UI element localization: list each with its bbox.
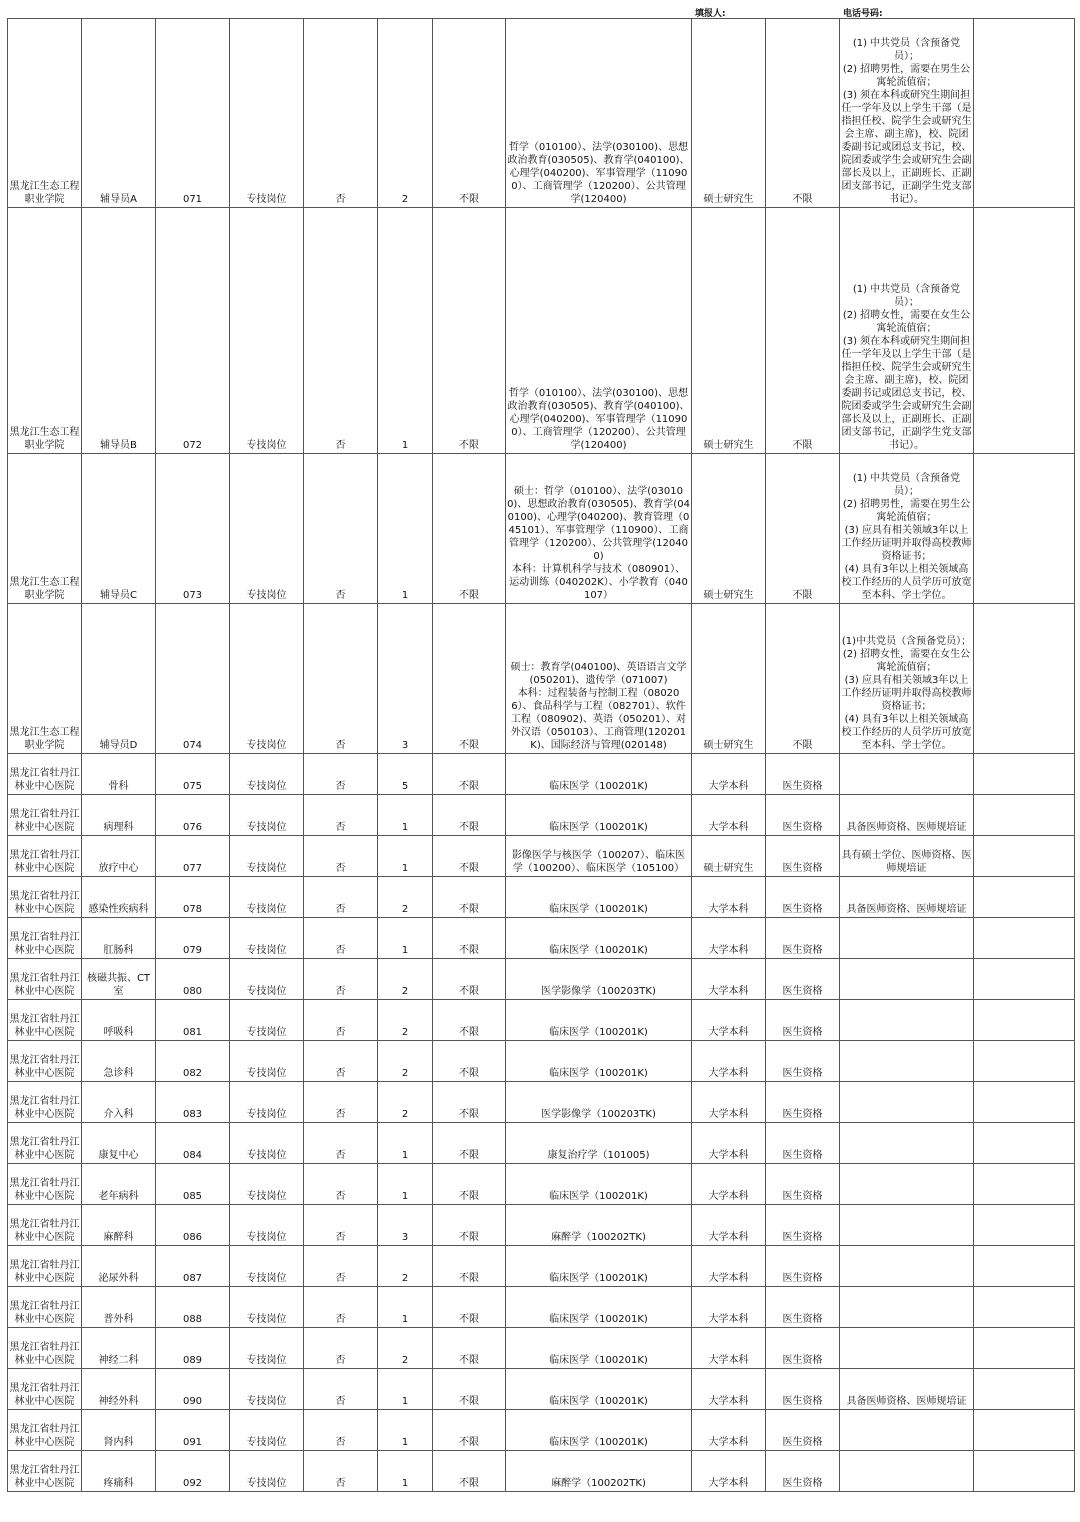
cell-flag: 否	[304, 1369, 378, 1410]
cell-flag: 否	[304, 1451, 378, 1492]
cell-empty	[974, 754, 1075, 795]
table-row	[8, 795, 1075, 836]
cell-cert: 不限	[766, 19, 840, 208]
cell-major: 临床医学（100201K)	[506, 1041, 692, 1082]
cell-major: 临床医学（100201K)	[506, 1328, 692, 1369]
cell-edu: 大学本科	[692, 1246, 766, 1287]
cell-unit: 黑龙江省牡丹江林业中心医院	[8, 795, 82, 836]
cell-edu: 硕士研究生	[692, 208, 766, 454]
cell-remark: (1)中共党员（含预备党员）； (2) 招聘女性，需要在女生公寓轮流值宿； (3) 应具有相关领域3年以上工作经历证明并取得高校教师资格证书； (4) 具有3年以上相关领域高校工作经历的人员学历可放宽至本科、学士学位。	[840, 604, 974, 754]
cell-flag: 否	[304, 1287, 378, 1328]
cell-cert: 医生资格	[766, 918, 840, 959]
table-row	[8, 1410, 1075, 1451]
cell-post: 介入科	[82, 1082, 156, 1123]
table-row	[8, 959, 1075, 1000]
cell-code: 081	[156, 1000, 230, 1041]
cell-count: 2	[378, 1082, 433, 1123]
cell-code: 079	[156, 918, 230, 959]
cell-remark	[840, 1082, 974, 1123]
table-row	[8, 1287, 1075, 1328]
table-row	[8, 1369, 1075, 1410]
cell-cert: 医生资格	[766, 1123, 840, 1164]
cell-post: 麻醉科	[82, 1205, 156, 1246]
cell-post: 普外科	[82, 1287, 156, 1328]
cell-type: 专技岗位	[230, 836, 304, 877]
cell-empty	[974, 1246, 1075, 1287]
cell-empty	[974, 1205, 1075, 1246]
cell-limit: 不限	[433, 1451, 506, 1492]
table-row	[8, 1000, 1075, 1041]
table-row	[8, 1123, 1075, 1164]
cell-limit: 不限	[433, 1205, 506, 1246]
cell-code: 087	[156, 1246, 230, 1287]
cell-major: 临床医学（100201K)	[506, 754, 692, 795]
cell-post: 康复中心	[82, 1123, 156, 1164]
cell-cert: 医生资格	[766, 1082, 840, 1123]
cell-remark: 具有硕士学位、医师资格、医师规培证	[840, 836, 974, 877]
cell-cert: 医生资格	[766, 1041, 840, 1082]
cell-edu: 硕士研究生	[692, 19, 766, 208]
cell-count: 2	[378, 877, 433, 918]
cell-remark	[840, 754, 974, 795]
cell-empty	[974, 836, 1075, 877]
cell-edu: 硕士研究生	[692, 836, 766, 877]
cell-limit: 不限	[433, 1123, 506, 1164]
cell-remark: (1) 中共党员（含预备党员）； (2) 招聘女性，需要在女生公寓轮流值宿； (3) 须在本科或研究生期间担任一学年及以上学生干部（是指担任校、院学生会或研究生会主席、副主席)，校、院团委副书记或团总支书记，校、院团委或学生会或研究生会副部长及以上，正副班长、正副团支部书记，正副学生党支部书记）。	[840, 208, 974, 454]
cell-unit: 黑龙江省牡丹江林业中心医院	[8, 1328, 82, 1369]
cell-code: 080	[156, 959, 230, 1000]
cell-remark	[840, 1000, 974, 1041]
cell-cert: 医生资格	[766, 877, 840, 918]
cell-count: 5	[378, 754, 433, 795]
cell-count: 1	[378, 836, 433, 877]
cell-code: 092	[156, 1451, 230, 1492]
cell-code: 089	[156, 1328, 230, 1369]
cell-count: 1	[378, 1164, 433, 1205]
cell-type: 专技岗位	[230, 1328, 304, 1369]
cell-edu: 大学本科	[692, 795, 766, 836]
cell-remark	[840, 1328, 974, 1369]
cell-remark: 具备医师资格、医师规培证	[840, 877, 974, 918]
cell-type: 专技岗位	[230, 1123, 304, 1164]
cell-limit: 不限	[433, 877, 506, 918]
cell-code: 086	[156, 1205, 230, 1246]
cell-unit: 黑龙江省牡丹江林业中心医院	[8, 877, 82, 918]
cell-empty	[974, 19, 1075, 208]
cell-type: 专技岗位	[230, 1164, 304, 1205]
cell-major: 麻醉学（100202TK)	[506, 1205, 692, 1246]
cell-unit: 黑龙江省牡丹江林业中心医院	[8, 1205, 82, 1246]
table-row	[8, 836, 1075, 877]
cell-cert: 医生资格	[766, 1164, 840, 1205]
cell-count: 1	[378, 1410, 433, 1451]
cell-unit: 黑龙江省牡丹江林业中心医院	[8, 754, 82, 795]
cell-empty	[974, 795, 1075, 836]
cell-count: 2	[378, 1246, 433, 1287]
cell-limit: 不限	[433, 19, 506, 208]
cell-major: 临床医学（100201K)	[506, 1369, 692, 1410]
table-row	[8, 754, 1075, 795]
cell-limit: 不限	[433, 1000, 506, 1041]
cell-cert: 医生资格	[766, 836, 840, 877]
cell-limit: 不限	[433, 454, 506, 604]
cell-type: 专技岗位	[230, 959, 304, 1000]
cell-limit: 不限	[433, 959, 506, 1000]
cell-count: 1	[378, 454, 433, 604]
table-row	[8, 19, 1075, 208]
cell-cert: 医生资格	[766, 754, 840, 795]
table-row	[8, 454, 1075, 604]
cell-type: 专技岗位	[230, 208, 304, 454]
cell-count: 3	[378, 1205, 433, 1246]
cell-post: 神经二科	[82, 1328, 156, 1369]
cell-empty	[974, 1369, 1075, 1410]
cell-code: 072	[156, 208, 230, 454]
cell-unit: 黑龙江生态工程职业学院	[8, 454, 82, 604]
cell-limit: 不限	[433, 1328, 506, 1369]
cell-cert: 不限	[766, 604, 840, 754]
cell-flag: 否	[304, 1123, 378, 1164]
cell-type: 专技岗位	[230, 1246, 304, 1287]
cell-flag: 否	[304, 19, 378, 208]
cell-flag: 否	[304, 1164, 378, 1205]
table-row	[8, 1246, 1075, 1287]
cell-remark	[840, 1246, 974, 1287]
cell-limit: 不限	[433, 1164, 506, 1205]
cell-post: 急诊科	[82, 1041, 156, 1082]
cell-remark	[840, 1410, 974, 1451]
cell-edu: 大学本科	[692, 1123, 766, 1164]
cell-cert: 医生资格	[766, 959, 840, 1000]
cell-code: 078	[156, 877, 230, 918]
cell-edu: 大学本科	[692, 1287, 766, 1328]
cell-unit: 黑龙江生态工程职业学院	[8, 19, 82, 208]
cell-cert: 医生资格	[766, 1451, 840, 1492]
cell-post: 呼吸科	[82, 1000, 156, 1041]
table-row	[8, 877, 1075, 918]
cell-cert: 医生资格	[766, 1246, 840, 1287]
cell-code: 082	[156, 1041, 230, 1082]
cell-edu: 硕士研究生	[692, 454, 766, 604]
cell-remark	[840, 1041, 974, 1082]
cell-code: 083	[156, 1082, 230, 1123]
table-row	[8, 208, 1075, 454]
cell-code: 071	[156, 19, 230, 208]
cell-empty	[974, 1451, 1075, 1492]
cell-major: 硕士：哲学（010100）、法学(030100)、思想政治教育(030505)、教育学(040100)、心理学(040200)、教育管理（045101）、军事管理学（110900）、工商管理学（120200）、公共管理学(120400) 本科：计算机科学与技术（080901）、运动训练（040202K）、小学教育（040107）	[506, 454, 692, 604]
cell-major: 哲学（010100）、法学(030100)、思想政治教育(030505)、教育学(040100)、心理学(040200)、军事管理学（110900）、工商管理学（120200）、公共管理学(120400)	[506, 19, 692, 208]
cell-empty	[974, 959, 1075, 1000]
cell-edu: 大学本科	[692, 918, 766, 959]
cell-major: 康复治疗学（101005)	[506, 1123, 692, 1164]
cell-flag: 否	[304, 1328, 378, 1369]
cell-cert: 不限	[766, 454, 840, 604]
cell-cert: 医生资格	[766, 1000, 840, 1041]
cell-limit: 不限	[433, 1369, 506, 1410]
cell-flag: 否	[304, 959, 378, 1000]
cell-unit: 黑龙江省牡丹江林业中心医院	[8, 1410, 82, 1451]
cell-edu: 大学本科	[692, 877, 766, 918]
cell-flag: 否	[304, 1246, 378, 1287]
cell-remark	[840, 918, 974, 959]
cell-limit: 不限	[433, 795, 506, 836]
cell-code: 084	[156, 1123, 230, 1164]
cell-empty	[974, 1123, 1075, 1164]
cell-edu: 大学本科	[692, 1164, 766, 1205]
cell-major: 麻醉学（100202TK)	[506, 1451, 692, 1492]
cell-edu: 大学本科	[692, 959, 766, 1000]
cell-type: 专技岗位	[230, 604, 304, 754]
cell-flag: 否	[304, 1410, 378, 1451]
cell-flag: 否	[304, 754, 378, 795]
cell-empty	[974, 1410, 1075, 1451]
cell-major: 哲学（010100）、法学(030100)、思想政治教育(030505)、教育学(040100)、心理学(040200)、军事管理学（110900）、工商管理学（120200）、公共管理学(120400)	[506, 208, 692, 454]
cell-unit: 黑龙江省牡丹江林业中心医院	[8, 1369, 82, 1410]
cell-empty	[974, 918, 1075, 959]
cell-type: 专技岗位	[230, 1000, 304, 1041]
cell-cert: 不限	[766, 208, 840, 454]
cell-post: 感染性疾病科	[82, 877, 156, 918]
cell-flag: 否	[304, 1082, 378, 1123]
cell-limit: 不限	[433, 604, 506, 754]
cell-major: 临床医学（100201K)	[506, 1287, 692, 1328]
cell-unit: 黑龙江省牡丹江林业中心医院	[8, 1287, 82, 1328]
cell-empty	[974, 1164, 1075, 1205]
cell-count: 2	[378, 959, 433, 1000]
cell-type: 专技岗位	[230, 877, 304, 918]
cell-limit: 不限	[433, 1041, 506, 1082]
cell-unit: 黑龙江省牡丹江林业中心医院	[8, 1041, 82, 1082]
cell-count: 2	[378, 1000, 433, 1041]
cell-limit: 不限	[433, 1287, 506, 1328]
cell-unit: 黑龙江生态工程职业学院	[8, 208, 82, 454]
cell-major: 影像医学与核医学（100207）、临床医学（100200）、临床医学（105100）	[506, 836, 692, 877]
cell-post: 肾内科	[82, 1410, 156, 1451]
cell-flag: 否	[304, 1205, 378, 1246]
cell-post: 肛肠科	[82, 918, 156, 959]
cell-count: 1	[378, 795, 433, 836]
cell-type: 专技岗位	[230, 1041, 304, 1082]
table-row	[8, 918, 1075, 959]
cell-flag: 否	[304, 877, 378, 918]
cell-empty	[974, 877, 1075, 918]
cell-unit: 黑龙江省牡丹江林业中心医院	[8, 959, 82, 1000]
cell-post: 辅导员B	[82, 208, 156, 454]
cell-cert: 医生资格	[766, 795, 840, 836]
cell-empty	[974, 1041, 1075, 1082]
table-row	[8, 1164, 1075, 1205]
cell-code: 085	[156, 1164, 230, 1205]
cell-type: 专技岗位	[230, 454, 304, 604]
cell-post: 骨科	[82, 754, 156, 795]
cell-remark	[840, 1451, 974, 1492]
cell-empty	[974, 1000, 1075, 1041]
cell-edu: 硕士研究生	[692, 604, 766, 754]
cell-type: 专技岗位	[230, 19, 304, 208]
cell-count: 2	[378, 1041, 433, 1082]
cell-unit: 黑龙江省牡丹江林业中心医院	[8, 1000, 82, 1041]
cell-flag: 否	[304, 604, 378, 754]
cell-edu: 大学本科	[692, 1410, 766, 1451]
cell-count: 2	[378, 19, 433, 208]
cell-count: 1	[378, 1287, 433, 1328]
cell-code: 088	[156, 1287, 230, 1328]
cell-type: 专技岗位	[230, 754, 304, 795]
cell-cert: 医生资格	[766, 1205, 840, 1246]
cell-major: 临床医学（100201K)	[506, 1000, 692, 1041]
cell-post: 放疗中心	[82, 836, 156, 877]
cell-major: 临床医学（100201K)	[506, 1164, 692, 1205]
cell-flag: 否	[304, 836, 378, 877]
cell-remark	[840, 1123, 974, 1164]
cell-major: 临床医学（100201K)	[506, 795, 692, 836]
cell-unit: 黑龙江省牡丹江林业中心医院	[8, 1164, 82, 1205]
cell-major: 临床医学（100201K)	[506, 918, 692, 959]
cell-edu: 大学本科	[692, 1000, 766, 1041]
cell-major: 医学影像学（100203TK)	[506, 959, 692, 1000]
cell-remark	[840, 959, 974, 1000]
cell-type: 专技岗位	[230, 1082, 304, 1123]
cell-major: 医学影像学（100203TK)	[506, 1082, 692, 1123]
cell-type: 专技岗位	[230, 1410, 304, 1451]
cell-post: 辅导员A	[82, 19, 156, 208]
cell-post: 老年病科	[82, 1164, 156, 1205]
cell-edu: 大学本科	[692, 1451, 766, 1492]
cell-count: 1	[378, 1451, 433, 1492]
cell-code: 073	[156, 454, 230, 604]
cell-count: 2	[378, 1328, 433, 1369]
cell-unit: 黑龙江省牡丹江林业中心医院	[8, 1246, 82, 1287]
cell-empty	[974, 1082, 1075, 1123]
cell-limit: 不限	[433, 836, 506, 877]
cell-unit: 黑龙江省牡丹江林业中心医院	[8, 1123, 82, 1164]
cell-limit: 不限	[433, 1082, 506, 1123]
cell-unit: 黑龙江省牡丹江林业中心医院	[8, 1451, 82, 1492]
cell-major: 硕士：教育学(040100)、英语语言文学(050201)、遗传学（071007) 本科：过程装备与控制工程（080206）、食品科学与工程（082701）、软件工程（080902)、英语（050201）、对外汉语（050103）、工商管理(120201K)、国际经济与管理(020148)	[506, 604, 692, 754]
cell-remark: 具备医师资格、医师规培证	[840, 795, 974, 836]
cell-post: 辅导员D	[82, 604, 156, 754]
cell-count: 1	[378, 1123, 433, 1164]
table-row	[8, 1328, 1075, 1369]
cell-empty	[974, 208, 1075, 454]
cell-edu: 大学本科	[692, 1369, 766, 1410]
table-row	[8, 1082, 1075, 1123]
cell-flag: 否	[304, 918, 378, 959]
cell-remark: (1) 中共党员（含预备党员）； (2) 招聘男性，需要在男生公寓轮流值宿； (3) 须在本科或研究生期间担任一学年及以上学生干部（是指担任校、院学生会或研究生会主席、副主席)，校、院团委副书记或团总支书记，校、院团委或学生会或研究生会副部长及以上，正副班长、正副团支部书记，正副学生党支部书记）。	[840, 19, 974, 208]
table-row	[8, 1451, 1075, 1492]
table-row	[8, 1041, 1075, 1082]
table-body	[8, 19, 1075, 1492]
cell-remark: (1) 中共党员（含预备党员）； (2) 招聘男性，需要在男生公寓轮流值宿； (3) 应具有相关领域3年以上工作经历证明并取得高校教师资格证书； (4) 具有3年以上相关领域高校工作经历的人员学历可放宽至本科、学士学位。	[840, 454, 974, 604]
cell-type: 专技岗位	[230, 795, 304, 836]
cell-empty	[974, 604, 1075, 754]
cell-limit: 不限	[433, 1246, 506, 1287]
table-row	[8, 1205, 1075, 1246]
table-row	[8, 604, 1075, 754]
cell-code: 076	[156, 795, 230, 836]
cell-code: 090	[156, 1369, 230, 1410]
cell-count: 1	[378, 1369, 433, 1410]
recruitment-table	[7, 18, 1075, 1492]
cell-empty	[974, 1287, 1075, 1328]
cell-cert: 医生资格	[766, 1287, 840, 1328]
cell-empty	[974, 1328, 1075, 1369]
cell-unit: 黑龙江省牡丹江林业中心医院	[8, 1082, 82, 1123]
cell-remark	[840, 1164, 974, 1205]
cell-limit: 不限	[433, 1410, 506, 1451]
cell-flag: 否	[304, 795, 378, 836]
cell-major: 临床医学（100201K)	[506, 1246, 692, 1287]
cell-edu: 大学本科	[692, 1041, 766, 1082]
phone-label: 电话号码:	[843, 9, 883, 19]
filler-label: 填报人:	[695, 9, 726, 19]
cell-flag: 否	[304, 208, 378, 454]
cell-cert: 医生资格	[766, 1369, 840, 1410]
cell-post: 病理科	[82, 795, 156, 836]
cell-flag: 否	[304, 1041, 378, 1082]
cell-unit: 黑龙江省牡丹江林业中心医院	[8, 836, 82, 877]
cell-cert: 医生资格	[766, 1328, 840, 1369]
cell-remark	[840, 1287, 974, 1328]
cell-post: 神经外科	[82, 1369, 156, 1410]
cell-remark	[840, 1205, 974, 1246]
cell-type: 专技岗位	[230, 1205, 304, 1246]
cell-count: 3	[378, 604, 433, 754]
cell-edu: 大学本科	[692, 1205, 766, 1246]
cell-edu: 大学本科	[692, 1328, 766, 1369]
cell-type: 专技岗位	[230, 1287, 304, 1328]
cell-post: 辅导员C	[82, 454, 156, 604]
cell-limit: 不限	[433, 918, 506, 959]
cell-major: 临床医学（100201K)	[506, 877, 692, 918]
cell-code: 077	[156, 836, 230, 877]
cell-count: 1	[378, 918, 433, 959]
cell-type: 专技岗位	[230, 1369, 304, 1410]
cell-type: 专技岗位	[230, 918, 304, 959]
cell-code: 074	[156, 604, 230, 754]
cell-unit: 黑龙江省牡丹江林业中心医院	[8, 918, 82, 959]
cell-code: 091	[156, 1410, 230, 1451]
cell-code: 075	[156, 754, 230, 795]
cell-empty	[974, 454, 1075, 604]
cell-count: 1	[378, 208, 433, 454]
cell-flag: 否	[304, 1000, 378, 1041]
cell-cert: 医生资格	[766, 1410, 840, 1451]
cell-limit: 不限	[433, 208, 506, 454]
cell-post: 疼痛科	[82, 1451, 156, 1492]
cell-limit: 不限	[433, 754, 506, 795]
cell-unit: 黑龙江生态工程职业学院	[8, 604, 82, 754]
cell-flag: 否	[304, 454, 378, 604]
cell-edu: 大学本科	[692, 754, 766, 795]
cell-post: 泌尿外科	[82, 1246, 156, 1287]
cell-type: 专技岗位	[230, 1451, 304, 1492]
cell-edu: 大学本科	[692, 1082, 766, 1123]
cell-post: 核磁共振、CT室	[82, 959, 156, 1000]
cell-major: 临床医学（100201K)	[506, 1410, 692, 1451]
cell-remark: 具备医师资格、医师规培证	[840, 1369, 974, 1410]
